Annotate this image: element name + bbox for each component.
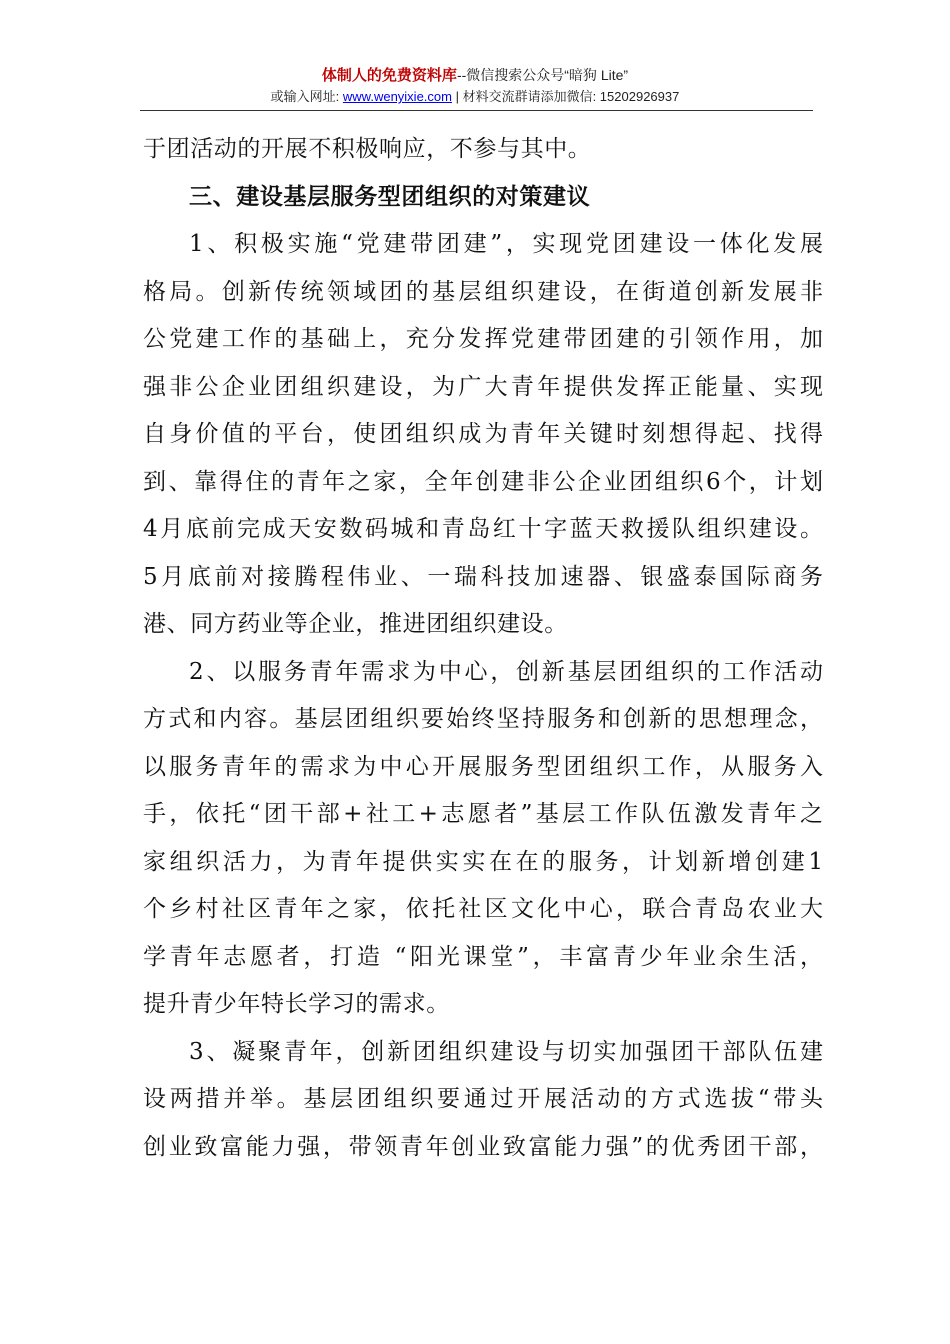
body-line: 设两措并举。基层团组织要通过开展活动的方式选拔“带头 <box>143 1086 823 1112</box>
body-line: 于团活动的开展不积极响应，不参与其中。 <box>143 136 592 162</box>
body-line: 到、靠得住的青年之家，全年创建非公企业团组织6个，计划 <box>143 468 823 495</box>
header-subtitle: --微信搜索公众号“暗狗 Lite” <box>456 67 629 83</box>
body-line: 强非公企业团组织建设，为广大青年提供发挥正能量、实现 <box>143 373 823 400</box>
body-line: 家组织活力，为青年提供实实在在的服务，计划新增创建1 <box>143 848 823 875</box>
document-body <box>143 126 823 1171</box>
header-banner <box>0 66 950 85</box>
section-heading: 三、建设基层服务型团组织的对策建议 <box>189 183 591 210</box>
website-link[interactable]: www.wenyixie.com <box>342 89 452 104</box>
header-contact <box>0 88 950 106</box>
paragraph-lead: 2、以服务青年需求为中心，创新基层团组织的工作活动 <box>189 658 823 685</box>
body-line: 4月底前完成天安数码城和青岛红十字蓝天救援队组织建设。 <box>143 516 823 542</box>
body-line: 手，依托“团干部+社工+志愿者”基层工作队伍激发青年之 <box>143 801 823 827</box>
body-line: 格局。创新传统领域团的基层组织建设，在街道创新发展非 <box>143 278 823 305</box>
url-label: 或输入网址: <box>270 89 343 104</box>
header-divider <box>140 110 813 111</box>
body-line: 方式和内容。基层团组织要始终坚持服务和创新的思想理念， <box>143 706 823 732</box>
paragraph-lead: 3、凝聚青年，创新团组织建设与切实加强团干部队伍建 <box>189 1038 823 1065</box>
paragraph-lead: 1、积极实施“党建带团建”，实现党团建设一体化发展 <box>189 231 823 257</box>
body-line: 自身价值的平台，使团组织成为青年关键时刻想得起、找得 <box>143 421 823 447</box>
body-line: 公党建工作的基础上，充分发挥党建带团建的引领作用，加 <box>143 326 823 352</box>
body-line: 创业致富能力强，带领青年创业致富能力强”的优秀团干部， <box>143 1133 823 1160</box>
wechat-contact: | 材料交流群请添加微信: 15202926937 <box>451 89 680 104</box>
body-line: 个乡村社区青年之家，依托社区文化中心，联合青岛农业大 <box>143 896 823 922</box>
body-line: 5月底前对接腾程伟业、一瑞科技加速器、银盛泰国际商务 <box>143 563 823 590</box>
body-line: 提升青少年特长学习的需求。 <box>143 991 450 1017</box>
page-header <box>0 66 950 106</box>
body-line: 港、同方药业等企业，推进团组织建设。 <box>143 611 568 637</box>
brand-title: 体制人的免费资料库 <box>321 67 457 84</box>
body-line: 学青年志愿者，打造 “阳光课堂”，丰富青少年业余生活， <box>143 943 823 970</box>
body-line: 以服务青年的需求为中心开展服务型团组织工作，从服务入 <box>143 753 823 780</box>
